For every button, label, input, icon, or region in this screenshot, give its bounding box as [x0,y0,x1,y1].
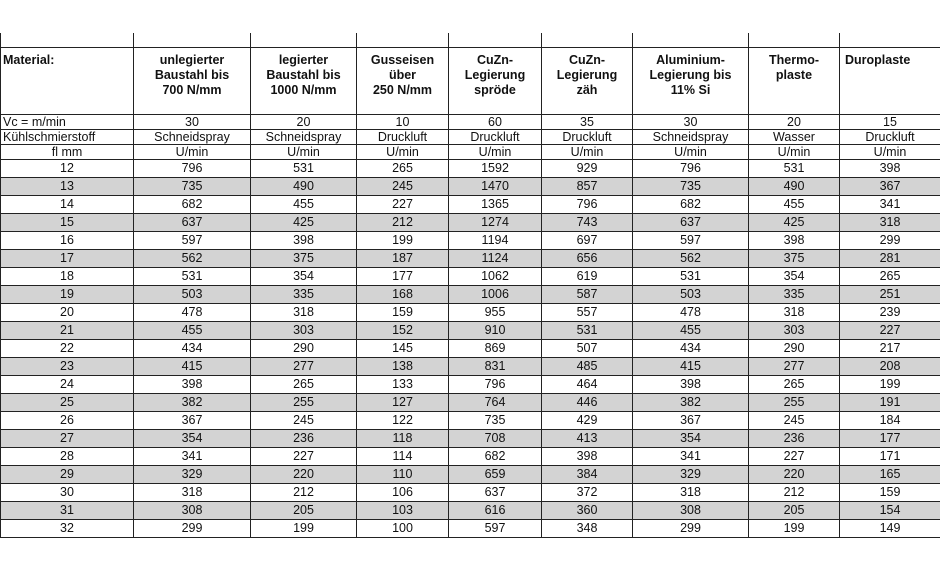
header-line: Legierung [556,68,618,82]
table-row [1,358,940,376]
header-line: unlegierter [159,53,225,67]
diameter-cell: 15 [1,214,134,232]
diameter-cell: 32 [1,520,134,538]
rpm-cell: 245 [357,178,449,196]
header-line: Legierung [464,68,526,82]
rpm-cell: 415 [134,358,251,376]
row-value: Druckluft [840,130,940,145]
rpm-cell: 1194 [449,232,542,250]
rpm-cell: 303 [251,322,357,340]
rpm-cell: 455 [749,196,840,214]
rpm-cell: 149 [840,520,940,538]
diameter-cell: 31 [1,502,134,520]
diameter-cell: 28 [1,448,134,466]
rpm-cell: 245 [749,412,840,430]
row-value: 15 [840,115,940,130]
header-line: 250 N/mm [372,83,433,97]
header-line: Baustahl bis [154,68,230,82]
rpm-cell: 398 [633,376,749,394]
header-line: 1000 N/mm [270,83,337,97]
rpm-cell: 245 [251,412,357,430]
material-label-header [1,48,134,115]
material-column-header [251,48,357,115]
material-column-header [449,48,542,115]
unit-row [1,145,940,160]
rpm-cell: 318 [633,484,749,502]
tick-mark [250,33,251,47]
diameter-cell: 20 [1,304,134,322]
rpm-cell: 281 [840,250,940,268]
rpm-cell: 562 [633,250,749,268]
rpm-cell: 398 [840,160,940,178]
rpm-cell: 227 [749,448,840,466]
rpm-cell: 159 [840,484,940,502]
row-value: 10 [357,115,449,130]
spindle-speed-table [0,47,940,538]
rpm-cell: 446 [542,394,633,412]
rpm-cell: 637 [633,214,749,232]
diameter-cell: 29 [1,466,134,484]
row-value: 20 [749,115,840,130]
header-line: spröde [474,83,516,97]
rpm-cell: 290 [251,340,357,358]
rpm-cell: 597 [633,232,749,250]
rpm-cell: 503 [633,286,749,304]
rpm-cell: 398 [134,376,251,394]
rpm-cell: 507 [542,340,633,358]
cutting-speed-row [1,115,940,130]
rpm-cell: 255 [749,394,840,412]
rpm-cell: 341 [134,448,251,466]
row-value: U/min [542,145,633,160]
rpm-cell: 1274 [449,214,542,232]
rpm-cell: 265 [251,376,357,394]
rpm-cell: 398 [749,232,840,250]
rpm-cell: 118 [357,430,449,448]
row-value: 60 [449,115,542,130]
table-row [1,376,940,394]
tick-mark [541,33,542,47]
rpm-cell: 490 [749,178,840,196]
header-line: legierter [278,53,329,67]
rpm-cell: 212 [251,484,357,502]
rpm-cell: 478 [134,304,251,322]
diameter-cell: 25 [1,394,134,412]
rpm-cell: 341 [840,196,940,214]
rpm-cell: 531 [134,268,251,286]
row-value: 35 [542,115,633,130]
tick-mark [0,33,1,47]
table-row [1,394,940,412]
header-line: 700 N/mm [162,83,222,97]
rpm-cell: 562 [134,250,251,268]
rpm-cell: 735 [134,178,251,196]
rpm-cell: 656 [542,250,633,268]
rpm-cell: 831 [449,358,542,376]
rpm-cell: 1470 [449,178,542,196]
table-row [1,160,940,178]
table-row [1,304,940,322]
rpm-cell: 277 [749,358,840,376]
table-row [1,520,940,538]
rpm-cell: 531 [633,268,749,286]
material-header-row [1,48,940,115]
rpm-cell: 616 [449,502,542,520]
rpm-cell: 100 [357,520,449,538]
rpm-cell: 212 [357,214,449,232]
rpm-cell: 637 [449,484,542,502]
rpm-cell: 478 [633,304,749,322]
material-column-header [840,48,940,115]
header-line: CuZn- [476,53,514,67]
row-label: Kühlschmierstoff [1,130,134,145]
header-line: über [388,68,417,82]
table-row [1,484,940,502]
rpm-cell: 303 [749,322,840,340]
diameter-cell: 21 [1,322,134,340]
rpm-cell: 227 [840,322,940,340]
rpm-cell: 697 [542,232,633,250]
table-row [1,196,940,214]
rpm-cell: 367 [134,412,251,430]
rpm-cell: 318 [840,214,940,232]
header-line: 11% Si [670,83,711,97]
rpm-cell: 277 [251,358,357,376]
rpm-cell: 354 [134,430,251,448]
rpm-cell: 122 [357,412,449,430]
rpm-cell: 159 [357,304,449,322]
diameter-cell: 19 [1,286,134,304]
rpm-cell: 154 [840,502,940,520]
rpm-cell: 597 [134,232,251,250]
rpm-cell: 796 [134,160,251,178]
rpm-cell: 103 [357,502,449,520]
rpm-cell: 360 [542,502,633,520]
rpm-cell: 354 [633,430,749,448]
table-row [1,178,940,196]
rpm-cell: 597 [449,520,542,538]
rpm-cell: 138 [357,358,449,376]
row-value: 30 [633,115,749,130]
rpm-cell: 290 [749,340,840,358]
header-line: Aluminium- [656,53,725,67]
row-value: Druckluft [542,130,633,145]
tick-mark [839,33,840,47]
rpm-cell: 177 [840,430,940,448]
row-value: 30 [134,115,251,130]
rpm-cell: 764 [449,394,542,412]
table-row [1,214,940,232]
rpm-cell: 531 [749,160,840,178]
table-row [1,502,940,520]
row-value: U/min [749,145,840,160]
rpm-cell: 329 [633,466,749,484]
table-row [1,268,940,286]
rpm-cell: 367 [633,412,749,430]
rpm-cell: 735 [449,412,542,430]
diameter-cell: 17 [1,250,134,268]
rpm-cell: 398 [542,448,633,466]
rpm-cell: 382 [633,394,749,412]
diameter-cell: 24 [1,376,134,394]
rpm-cell: 1365 [449,196,542,214]
rpm-cell: 220 [251,466,357,484]
row-value: 20 [251,115,357,130]
rpm-cell: 1006 [449,286,542,304]
rpm-cell: 682 [449,448,542,466]
rpm-cell: 659 [449,466,542,484]
rpm-cell: 619 [542,268,633,286]
row-label: Vc = m/min [1,115,134,130]
rpm-cell: 145 [357,340,449,358]
tick-mark [133,33,134,47]
rpm-cell: 503 [134,286,251,304]
rpm-cell: 1062 [449,268,542,286]
header-line: CuZn- [568,53,606,67]
rpm-cell: 382 [134,394,251,412]
rpm-cell: 212 [749,484,840,502]
diameter-cell: 16 [1,232,134,250]
rpm-cell: 335 [749,286,840,304]
diameter-cell: 22 [1,340,134,358]
rpm-cell: 329 [134,466,251,484]
rpm-cell: 857 [542,178,633,196]
material-column-header [749,48,840,115]
header-line: Legierung bis [649,68,732,82]
rpm-cell: 455 [633,322,749,340]
header-line: Material: [3,53,55,67]
diameter-cell: 27 [1,430,134,448]
rpm-cell: 367 [840,178,940,196]
rpm-cell: 177 [357,268,449,286]
rpm-cell: 455 [251,196,357,214]
rpm-cell: 308 [633,502,749,520]
column-tick-marks [0,33,940,47]
rpm-cell: 531 [542,322,633,340]
rpm-cell: 682 [134,196,251,214]
material-column-header [134,48,251,115]
table-row [1,286,940,304]
rpm-cell: 168 [357,286,449,304]
header-line: Baustahl bis [266,68,341,82]
rpm-cell: 265 [749,376,840,394]
rpm-cell: 869 [449,340,542,358]
rpm-cell: 255 [251,394,357,412]
rpm-cell: 910 [449,322,542,340]
diameter-cell: 12 [1,160,134,178]
rpm-cell: 220 [749,466,840,484]
row-value: U/min [251,145,357,160]
table-row [1,466,940,484]
rpm-cell: 425 [251,214,357,232]
rpm-cell: 434 [633,340,749,358]
diameter-cell: 23 [1,358,134,376]
rpm-cell: 796 [542,196,633,214]
rpm-cell: 434 [134,340,251,358]
rpm-cell: 227 [357,196,449,214]
rpm-cell: 415 [633,358,749,376]
rpm-cell: 205 [251,502,357,520]
rpm-cell: 318 [134,484,251,502]
rpm-cell: 384 [542,466,633,484]
header-line: Thermo- [769,53,819,67]
header-line: Gusseisen [370,53,435,67]
diameter-cell: 18 [1,268,134,286]
material-column-header [357,48,449,115]
rpm-cell: 199 [749,520,840,538]
row-value: Druckluft [449,130,542,145]
row-value: U/min [357,145,449,160]
rpm-cell: 354 [749,268,840,286]
coolant-row [1,130,940,145]
rpm-cell: 114 [357,448,449,466]
rpm-cell: 187 [357,250,449,268]
rpm-cell: 485 [542,358,633,376]
rpm-cell: 587 [542,286,633,304]
row-value: U/min [449,145,542,160]
row-value: Druckluft [357,130,449,145]
rpm-cell: 171 [840,448,940,466]
rpm-cell: 265 [357,160,449,178]
rpm-cell: 199 [357,232,449,250]
rpm-cell: 796 [449,376,542,394]
rpm-cell: 217 [840,340,940,358]
rpm-cell: 208 [840,358,940,376]
rpm-cell: 796 [633,160,749,178]
rpm-cell: 227 [251,448,357,466]
rpm-cell: 413 [542,430,633,448]
tick-mark [448,33,449,47]
rpm-cell: 184 [840,412,940,430]
table-row [1,232,940,250]
rpm-cell: 239 [840,304,940,322]
rpm-cell: 318 [251,304,357,322]
rpm-cell: 682 [633,196,749,214]
row-value: U/min [633,145,749,160]
rpm-cell: 165 [840,466,940,484]
rpm-cell: 335 [251,286,357,304]
rpm-cell: 455 [134,322,251,340]
rpm-cell: 1592 [449,160,542,178]
tick-mark [632,33,633,47]
rpm-cell: 236 [749,430,840,448]
header-line: zäh [576,83,598,97]
rpm-cell: 708 [449,430,542,448]
row-value: Schneidspray [134,130,251,145]
rpm-cell: 348 [542,520,633,538]
rpm-cell: 133 [357,376,449,394]
table-row [1,412,940,430]
rpm-cell: 191 [840,394,940,412]
rpm-cell: 425 [749,214,840,232]
tick-mark [748,33,749,47]
header-line: Duroplaste [845,53,911,67]
table-row [1,340,940,358]
diameter-cell: 30 [1,484,134,502]
table-row [1,430,940,448]
rpm-cell: 743 [542,214,633,232]
rpm-cell: 110 [357,466,449,484]
row-value: Schneidspray [633,130,749,145]
rpm-cell: 299 [840,232,940,250]
rpm-cell: 557 [542,304,633,322]
rpm-cell: 265 [840,268,940,286]
rpm-cell: 106 [357,484,449,502]
row-value: U/min [840,145,940,160]
row-value: Schneidspray [251,130,357,145]
rpm-cell: 372 [542,484,633,502]
rpm-cell: 375 [749,250,840,268]
tick-mark [356,33,357,47]
rpm-cell: 299 [633,520,749,538]
rpm-cell: 251 [840,286,940,304]
rpm-cell: 375 [251,250,357,268]
table-body [1,115,940,538]
diameter-cell: 26 [1,412,134,430]
rpm-cell: 429 [542,412,633,430]
rpm-cell: 127 [357,394,449,412]
row-value: Wasser [749,130,840,145]
rpm-cell: 299 [134,520,251,538]
rpm-cell: 637 [134,214,251,232]
rpm-cell: 955 [449,304,542,322]
rpm-cell: 308 [134,502,251,520]
rpm-cell: 464 [542,376,633,394]
rpm-cell: 341 [633,448,749,466]
rpm-cell: 735 [633,178,749,196]
rpm-cell: 929 [542,160,633,178]
diameter-cell: 13 [1,178,134,196]
rpm-cell: 531 [251,160,357,178]
rpm-cell: 199 [251,520,357,538]
table-row [1,448,940,466]
rpm-cell: 152 [357,322,449,340]
header-line: plaste [775,68,813,82]
row-value: U/min [134,145,251,160]
rpm-cell: 205 [749,502,840,520]
material-column-header [542,48,633,115]
diameter-cell: 14 [1,196,134,214]
rpm-cell: 1124 [449,250,542,268]
table-row [1,322,940,340]
table-row [1,250,940,268]
rpm-cell: 318 [749,304,840,322]
rpm-cell: 490 [251,178,357,196]
rpm-cell: 199 [840,376,940,394]
material-column-header [633,48,749,115]
rpm-cell: 354 [251,268,357,286]
row-label: fl mm [1,145,134,160]
rpm-cell: 236 [251,430,357,448]
rpm-cell: 398 [251,232,357,250]
